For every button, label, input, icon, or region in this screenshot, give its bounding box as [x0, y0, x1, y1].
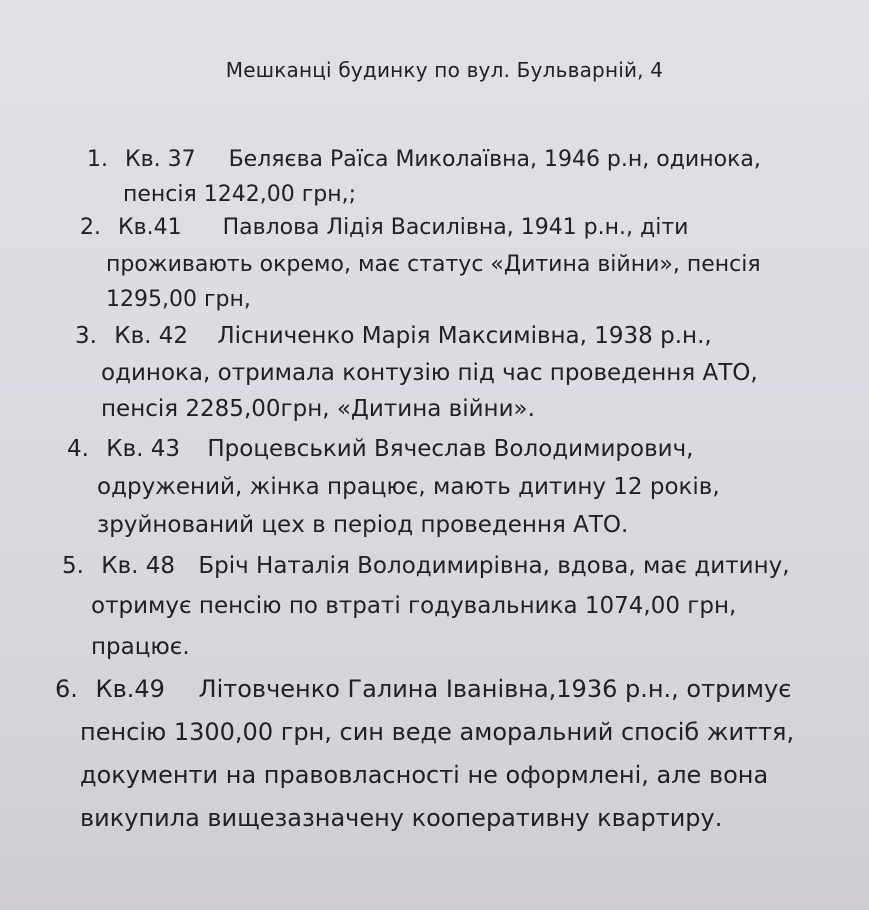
entry-text: одружений, жінка працює, мають дитину 12 років, [97, 474, 720, 500]
entry-first-line [62, 553, 790, 579]
entry-first-line [87, 147, 761, 173]
entry-text: Беляєва Раїса Миколаївна, 1946 р.н, одинока, [228, 147, 761, 172]
entry-apartment: Кв. 43 [106, 436, 181, 462]
entry-first-line [75, 323, 712, 349]
entry-text: проживають окремо, має статус «Дитина війни», пенсія [106, 252, 761, 277]
entry-number: 1. [87, 147, 108, 172]
entry-apartment: Кв.41 [118, 215, 182, 240]
entry-text: Павлова Лідія Василівна, 1941 р.н., діти [222, 215, 689, 240]
entry-text: 1295,00 грн, [106, 287, 251, 312]
entry-text: пенсію 1300,00 грн, син веде аморальний спосіб життя, [80, 718, 795, 746]
document-title: Мешканці будинку по вул. Бульварній, 4 [225, 58, 664, 82]
entry-text: Літовченко Галина Іванівна,1936 р.н., отримує [198, 675, 792, 703]
entry-text: Бріч Наталія Володимирівна, вдова, має дитину, [198, 553, 790, 579]
entry-number: 6. [55, 675, 78, 703]
entry-number: 4. [67, 436, 89, 462]
entry-text: Процевський Вячеслав Володимирович, [207, 436, 694, 462]
entry-text: одинока, отримала контузію під час проведення АТО, [101, 360, 758, 386]
entry-text: документи на правовласності не оформлені, але вона [80, 761, 769, 789]
entry-number: 2. [80, 215, 101, 240]
entry-text: пенсія 1242,00 грн,; [123, 182, 357, 207]
entry-first-line [80, 215, 688, 241]
entry-text: працює. [91, 634, 190, 660]
entry-apartment: Кв. 37 [125, 147, 196, 172]
entry-number: 5. [62, 553, 84, 579]
entry-text: отримує пенсію по втраті годувальника 1074,00 грн, [91, 593, 737, 619]
entry-first-line [55, 676, 791, 702]
entry-first-line [67, 436, 694, 462]
entry-apartment: Кв.49 [95, 675, 165, 703]
entry-text: Лісниченко Марія Максимівна, 1938 р.н., [217, 323, 712, 349]
entry-number: 3. [75, 323, 97, 349]
entry-apartment: Кв. 48 [101, 553, 176, 579]
entry-text: пенсія 2285,00грн, «Дитина війни». [101, 396, 535, 422]
entry-text: зруйнований цех в період проведення АТО. [97, 512, 629, 538]
entry-text: викупила вищезазначену кооперативну квартиру. [80, 804, 723, 832]
entry-apartment: Кв. 42 [114, 323, 189, 349]
